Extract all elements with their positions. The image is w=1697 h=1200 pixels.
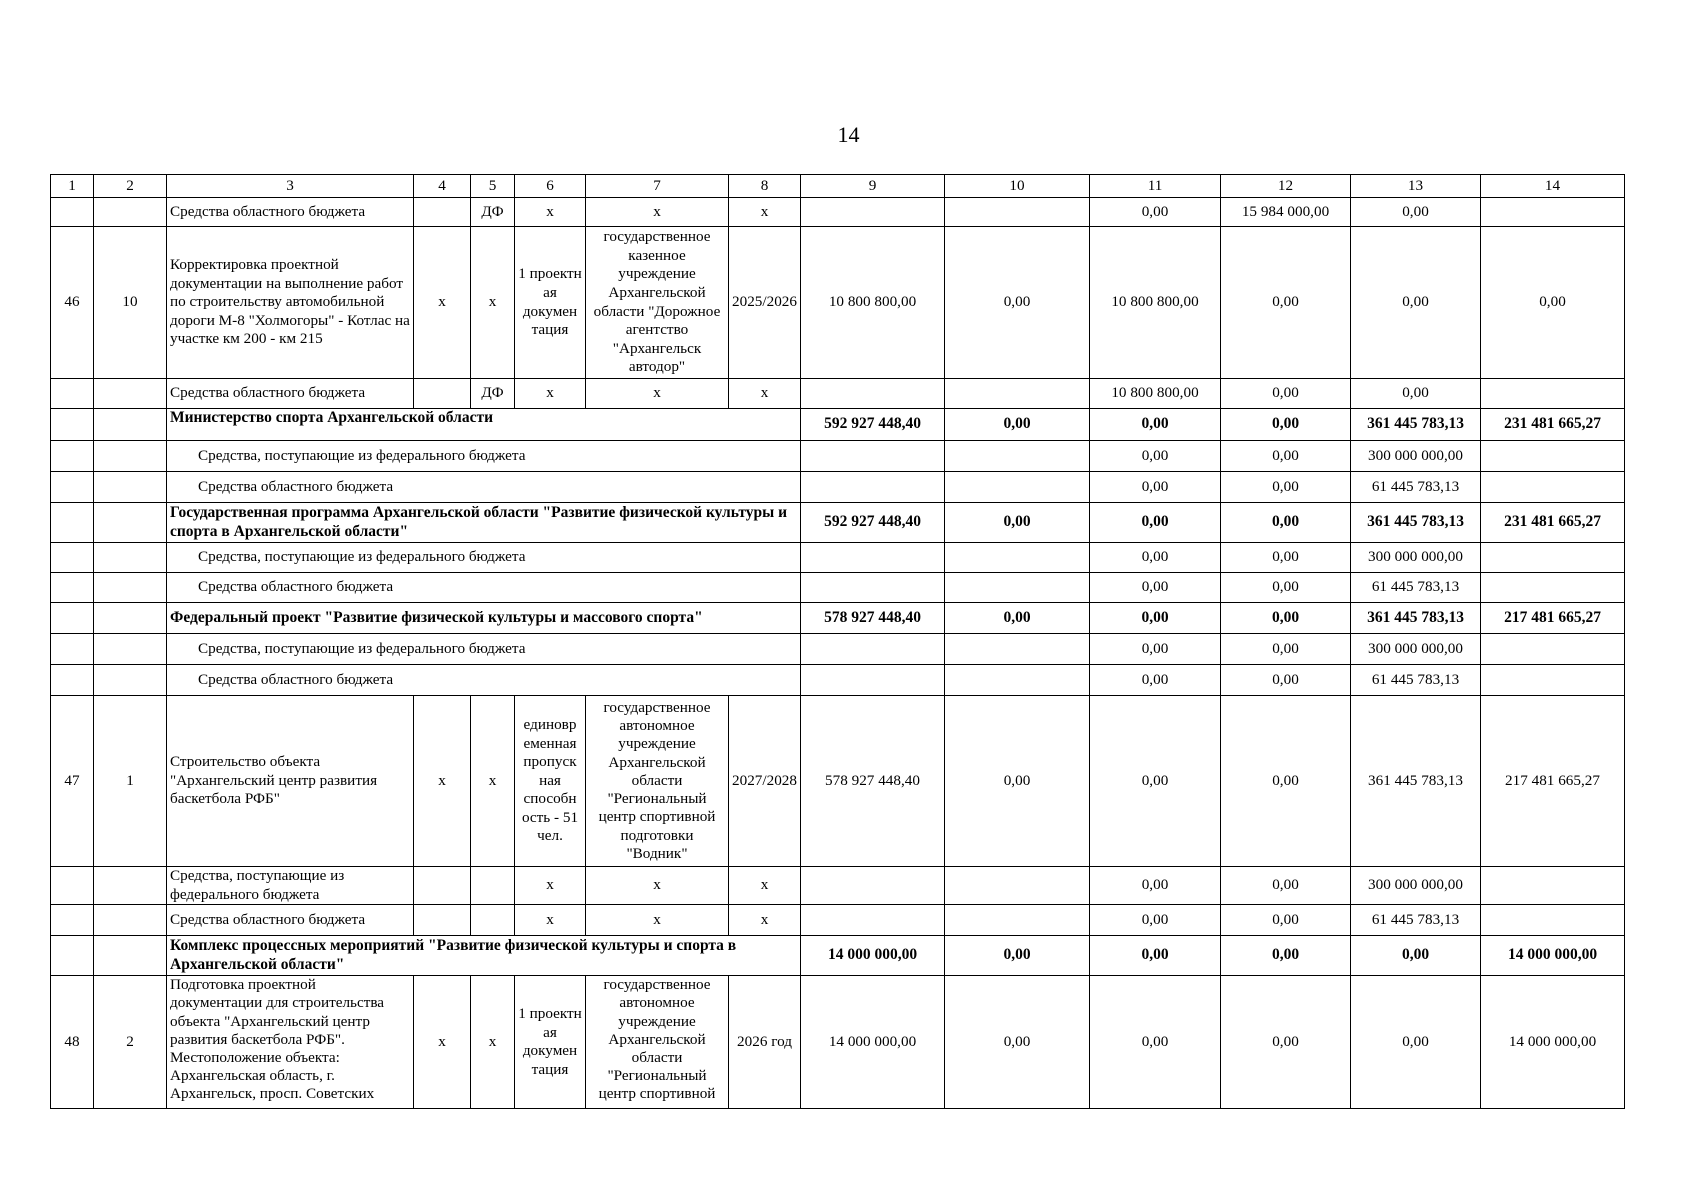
row-number-cell xyxy=(51,936,94,976)
cell-col11: 10 800 800,00 xyxy=(1090,379,1221,409)
cell-col4 xyxy=(414,198,471,227)
cell-col11: 0,00 xyxy=(1090,573,1221,603)
cell-col14 xyxy=(1481,198,1625,227)
table-row xyxy=(51,472,1625,503)
page-number: 14 xyxy=(837,122,860,147)
item-number-cell xyxy=(94,503,167,543)
cell-col11: 10 800 800,00 xyxy=(1090,227,1221,379)
cell-col11: 0,00 xyxy=(1090,665,1221,696)
cell-col8: 2025/2026 xyxy=(729,227,801,379)
cell-col12: 0,00 xyxy=(1221,905,1351,936)
cell-col14: 217 481 665,27 xyxy=(1481,603,1625,634)
table-header-row xyxy=(51,175,1625,198)
cell-col7: х xyxy=(586,905,729,936)
cell-col9: 592 927 448,40 xyxy=(801,503,945,543)
cell-col11: 0,00 xyxy=(1090,936,1221,976)
row-name-cell: Средства, поступающие из федерального бюджета xyxy=(167,634,801,665)
row-number-cell xyxy=(51,603,94,634)
cell-col8: х xyxy=(729,867,801,905)
cell-col5 xyxy=(471,905,515,936)
cell-col14: 217 481 665,27 xyxy=(1481,696,1625,867)
row-name-cell: Комплекс процессных мероприятий "Развитие физической культуры и спорта в Архангельской области" xyxy=(167,936,801,976)
cell-col9 xyxy=(801,665,945,696)
cell-col6: х xyxy=(515,198,586,227)
cell-col13: 300 000 000,00 xyxy=(1351,441,1481,472)
cell-col7: х xyxy=(586,867,729,905)
table-row xyxy=(51,503,1625,543)
cell-col6: единовр еменная пропуск ная способн ость - 51 чел. xyxy=(515,696,586,867)
table-row xyxy=(51,573,1625,603)
row-number-cell xyxy=(51,409,94,441)
row-name-cell: Средства областного бюджета xyxy=(167,472,801,503)
cell-col13: 61 445 783,13 xyxy=(1351,905,1481,936)
row-number-cell: 47 xyxy=(51,696,94,867)
table-row xyxy=(51,198,1625,227)
cell-col13: 61 445 783,13 xyxy=(1351,573,1481,603)
table-row xyxy=(51,634,1625,665)
row-number-cell xyxy=(51,867,94,905)
column-header: 11 xyxy=(1090,175,1221,198)
row-number-cell xyxy=(51,905,94,936)
cell-col4 xyxy=(414,867,471,905)
cell-col13: 361 445 783,13 xyxy=(1351,696,1481,867)
cell-col12: 0,00 xyxy=(1221,634,1351,665)
column-header: 6 xyxy=(515,175,586,198)
cell-col10: 0,00 xyxy=(945,409,1090,441)
cell-col10: 0,00 xyxy=(945,503,1090,543)
cell-col14: 14 000 000,00 xyxy=(1481,976,1625,1109)
cell-col8: х xyxy=(729,905,801,936)
cell-col12: 0,00 xyxy=(1221,409,1351,441)
cell-col10 xyxy=(945,634,1090,665)
cell-col13: 0,00 xyxy=(1351,976,1481,1109)
row-number-cell: 48 xyxy=(51,976,94,1109)
cell-col13: 0,00 xyxy=(1351,936,1481,976)
cell-col11: 0,00 xyxy=(1090,634,1221,665)
cell-col14: 231 481 665,27 xyxy=(1481,409,1625,441)
item-number-cell xyxy=(94,905,167,936)
column-header: 5 xyxy=(471,175,515,198)
cell-col11: 0,00 xyxy=(1090,603,1221,634)
cell-col11: 0,00 xyxy=(1090,472,1221,503)
cell-col10 xyxy=(945,198,1090,227)
row-number-cell xyxy=(51,472,94,503)
cell-col6: 1 проектн ая докумен тация xyxy=(515,227,586,379)
cell-col12: 0,00 xyxy=(1221,603,1351,634)
row-name-cell: Средства областного бюджета xyxy=(167,379,414,409)
cell-col8: х xyxy=(729,198,801,227)
row-number-cell xyxy=(51,573,94,603)
row-name-cell: Средства областного бюджета xyxy=(167,198,414,227)
cell-col13: 61 445 783,13 xyxy=(1351,472,1481,503)
cell-col10 xyxy=(945,867,1090,905)
cell-col5: ДФ xyxy=(471,198,515,227)
table-row xyxy=(51,936,1625,976)
column-header: 10 xyxy=(945,175,1090,198)
cell-col10: 0,00 xyxy=(945,936,1090,976)
cell-col12: 0,00 xyxy=(1221,936,1351,976)
item-number-cell xyxy=(94,409,167,441)
item-number-cell xyxy=(94,665,167,696)
cell-col9: 14 000 000,00 xyxy=(801,976,945,1109)
table-row xyxy=(51,867,1625,905)
table-row xyxy=(51,665,1625,696)
item-number-cell: 1 xyxy=(94,696,167,867)
row-name-cell: Федеральный проект "Развитие физической культуры и массового спорта" xyxy=(167,603,801,634)
cell-col14 xyxy=(1481,543,1625,573)
row-name-cell: Корректировка проектной документации на выполнение работ по строительству автомобильной дороги М-8 "Холмогоры" - Котлас на участке км 200 - км 215 xyxy=(167,227,414,379)
cell-col10: 0,00 xyxy=(945,696,1090,867)
cell-col5: х xyxy=(471,976,515,1109)
cell-col13: 0,00 xyxy=(1351,227,1481,379)
cell-col13: 61 445 783,13 xyxy=(1351,665,1481,696)
cell-col11: 0,00 xyxy=(1090,905,1221,936)
cell-col14: 231 481 665,27 xyxy=(1481,503,1625,543)
cell-col10: 0,00 xyxy=(945,976,1090,1109)
table-row xyxy=(51,379,1625,409)
cell-col14 xyxy=(1481,634,1625,665)
cell-col9 xyxy=(801,867,945,905)
column-header: 4 xyxy=(414,175,471,198)
row-number-cell xyxy=(51,634,94,665)
cell-col5: х xyxy=(471,227,515,379)
cell-col10 xyxy=(945,543,1090,573)
cell-col14 xyxy=(1481,867,1625,905)
cell-col11: 0,00 xyxy=(1090,441,1221,472)
table-row xyxy=(51,905,1625,936)
cell-col6: х xyxy=(515,905,586,936)
row-number-cell xyxy=(51,198,94,227)
cell-col14 xyxy=(1481,665,1625,696)
cell-col12: 0,00 xyxy=(1221,573,1351,603)
cell-col4: х xyxy=(414,976,471,1109)
cell-col7: государственное автономное учреждение Архангельской области "Региональный центр спортивной xyxy=(586,976,729,1109)
column-header: 13 xyxy=(1351,175,1481,198)
table-row xyxy=(51,976,1625,1109)
row-name-cell: Министерство спорта Архангельской области xyxy=(167,409,801,441)
cell-col8: 2027/2028 xyxy=(729,696,801,867)
cell-col9 xyxy=(801,573,945,603)
cell-col5: х xyxy=(471,696,515,867)
item-number-cell xyxy=(94,441,167,472)
cell-col9: 578 927 448,40 xyxy=(801,603,945,634)
item-number-cell xyxy=(94,379,167,409)
column-header: 14 xyxy=(1481,175,1625,198)
item-number-cell: 10 xyxy=(94,227,167,379)
cell-col14 xyxy=(1481,379,1625,409)
cell-col4: х xyxy=(414,696,471,867)
cell-col14 xyxy=(1481,472,1625,503)
row-number-cell xyxy=(51,503,94,543)
cell-col7: х xyxy=(586,198,729,227)
item-number-cell xyxy=(94,198,167,227)
row-name-cell: Средства, поступающие из федерального бюджета xyxy=(167,441,801,472)
table-row xyxy=(51,409,1625,441)
cell-col9 xyxy=(801,543,945,573)
cell-col14 xyxy=(1481,573,1625,603)
cell-col13: 0,00 xyxy=(1351,379,1481,409)
item-number-cell xyxy=(94,603,167,634)
column-header: 9 xyxy=(801,175,945,198)
cell-col12: 0,00 xyxy=(1221,665,1351,696)
cell-col6: х xyxy=(515,867,586,905)
column-header: 8 xyxy=(729,175,801,198)
cell-col10 xyxy=(945,379,1090,409)
budget-table xyxy=(50,174,1625,1109)
cell-col12: 0,00 xyxy=(1221,227,1351,379)
row-number-cell: 46 xyxy=(51,227,94,379)
cell-col8: 2026 год xyxy=(729,976,801,1109)
item-number-cell xyxy=(94,543,167,573)
row-number-cell xyxy=(51,441,94,472)
item-number-cell xyxy=(94,936,167,976)
cell-col12: 0,00 xyxy=(1221,696,1351,867)
cell-col13: 300 000 000,00 xyxy=(1351,543,1481,573)
cell-col8: х xyxy=(729,379,801,409)
cell-col9 xyxy=(801,379,945,409)
cell-col13: 361 445 783,13 xyxy=(1351,503,1481,543)
cell-col12: 0,00 xyxy=(1221,976,1351,1109)
cell-col9: 592 927 448,40 xyxy=(801,409,945,441)
cell-col9: 578 927 448,40 xyxy=(801,696,945,867)
cell-col5: ДФ xyxy=(471,379,515,409)
cell-col13: 361 445 783,13 xyxy=(1351,409,1481,441)
cell-col10 xyxy=(945,905,1090,936)
row-name-cell: Средства областного бюджета xyxy=(167,573,801,603)
row-name-cell: Строительство объекта "Архангельский центр развития баскетбола РФБ" xyxy=(167,696,414,867)
cell-col13: 300 000 000,00 xyxy=(1351,867,1481,905)
cell-col11: 0,00 xyxy=(1090,503,1221,543)
cell-col7: х xyxy=(586,379,729,409)
cell-col12: 15 984 000,00 xyxy=(1221,198,1351,227)
item-number-cell: 2 xyxy=(94,976,167,1109)
cell-col12: 0,00 xyxy=(1221,503,1351,543)
cell-col13: 300 000 000,00 xyxy=(1351,634,1481,665)
cell-col6: 1 проектн ая докумен тация xyxy=(515,976,586,1109)
cell-col10 xyxy=(945,441,1090,472)
cell-col9 xyxy=(801,441,945,472)
cell-col4 xyxy=(414,905,471,936)
cell-col7: государственное казенное учреждение Архангельской области "Дорожное агентство "Архангельск автодор" xyxy=(586,227,729,379)
table-row xyxy=(51,543,1625,573)
row-name-cell: Средства, поступающие из федерального бюджета xyxy=(167,543,801,573)
cell-col11: 0,00 xyxy=(1090,409,1221,441)
row-name-cell: Подготовка проектной документации для строительства объекта "Архангельский центр развития баскетбола РФБ". Местоположение объекта: Архангельская область, г. Архангельск, просп. Советских xyxy=(167,976,414,1109)
row-name-cell: Средства, поступающие из федерального бюджета xyxy=(167,867,414,905)
cell-col10: 0,00 xyxy=(945,603,1090,634)
column-header: 12 xyxy=(1221,175,1351,198)
cell-col14: 0,00 xyxy=(1481,227,1625,379)
column-header: 3 xyxy=(167,175,414,198)
cell-col12: 0,00 xyxy=(1221,867,1351,905)
cell-col10 xyxy=(945,472,1090,503)
cell-col9: 14 000 000,00 xyxy=(801,936,945,976)
cell-col12: 0,00 xyxy=(1221,472,1351,503)
item-number-cell xyxy=(94,634,167,665)
column-header: 7 xyxy=(586,175,729,198)
cell-col14 xyxy=(1481,905,1625,936)
cell-col11: 0,00 xyxy=(1090,867,1221,905)
column-header: 2 xyxy=(94,175,167,198)
cell-col9 xyxy=(801,905,945,936)
item-number-cell xyxy=(94,472,167,503)
item-number-cell xyxy=(94,867,167,905)
item-number-cell xyxy=(94,573,167,603)
cell-col13: 361 445 783,13 xyxy=(1351,603,1481,634)
table-row xyxy=(51,696,1625,867)
cell-col11: 0,00 xyxy=(1090,198,1221,227)
table-row xyxy=(51,227,1625,379)
cell-col9: 10 800 800,00 xyxy=(801,227,945,379)
row-name-cell: Средства областного бюджета xyxy=(167,665,801,696)
cell-col5 xyxy=(471,867,515,905)
table-row xyxy=(51,603,1625,634)
table-row xyxy=(51,441,1625,472)
cell-col4: х xyxy=(414,227,471,379)
cell-col4 xyxy=(414,379,471,409)
column-header: 1 xyxy=(51,175,94,198)
cell-col10 xyxy=(945,573,1090,603)
cell-col9 xyxy=(801,634,945,665)
cell-col9 xyxy=(801,472,945,503)
row-number-cell xyxy=(51,665,94,696)
cell-col10: 0,00 xyxy=(945,227,1090,379)
row-name-cell: Средства областного бюджета xyxy=(167,905,414,936)
cell-col11: 0,00 xyxy=(1090,543,1221,573)
cell-col9 xyxy=(801,198,945,227)
cell-col6: х xyxy=(515,379,586,409)
row-number-cell xyxy=(51,379,94,409)
cell-col7: государственное автономное учреждение Архангельской области "Региональный центр спортивной подготовки "Водник" xyxy=(586,696,729,867)
cell-col12: 0,00 xyxy=(1221,379,1351,409)
cell-col13: 0,00 xyxy=(1351,198,1481,227)
cell-col14 xyxy=(1481,441,1625,472)
row-number-cell xyxy=(51,543,94,573)
cell-col12: 0,00 xyxy=(1221,441,1351,472)
cell-col12: 0,00 xyxy=(1221,543,1351,573)
cell-col11: 0,00 xyxy=(1090,696,1221,867)
cell-col14: 14 000 000,00 xyxy=(1481,936,1625,976)
cell-col11: 0,00 xyxy=(1090,976,1221,1109)
row-name-cell: Государственная программа Архангельской области "Развитие физической культуры и спорта в Архангельской области" xyxy=(167,503,801,543)
cell-col10 xyxy=(945,665,1090,696)
